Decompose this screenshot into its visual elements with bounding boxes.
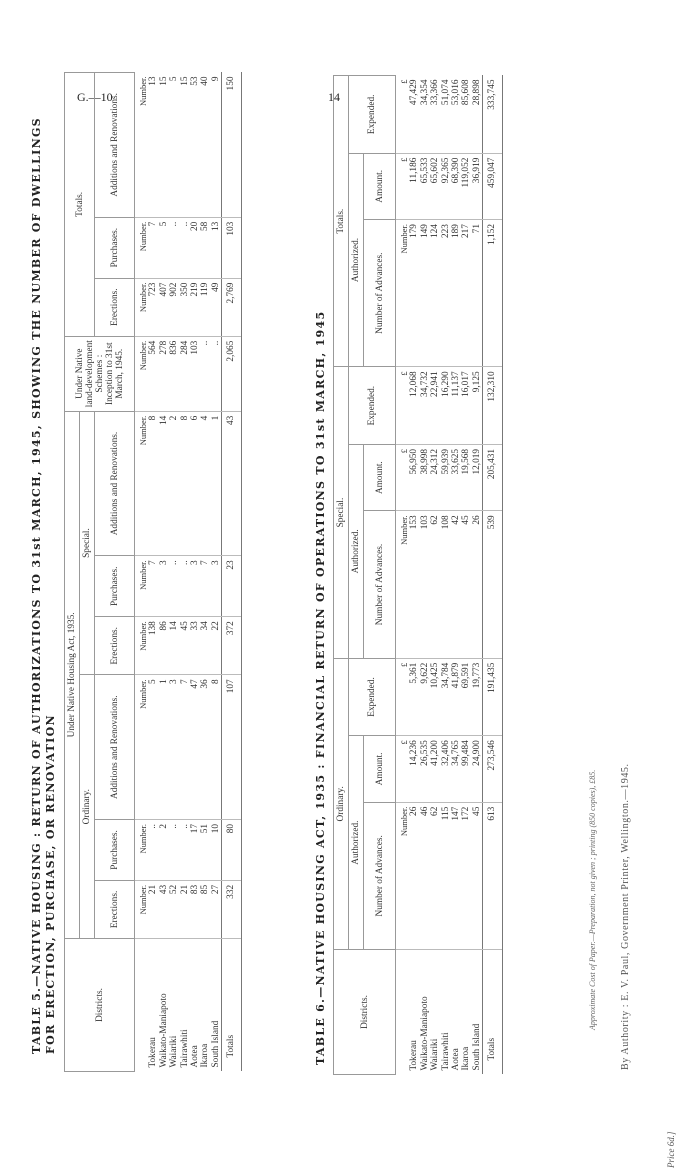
value-cell: 14 bbox=[169, 617, 179, 675]
value-cell: .. bbox=[211, 336, 222, 411]
value-cell: 15 bbox=[180, 73, 190, 218]
value-cell: 53,016 bbox=[451, 76, 461, 154]
t6-h-districts: Districts. bbox=[334, 950, 396, 1075]
value-cell: 13 bbox=[148, 73, 158, 218]
value-cell: 24,312 bbox=[430, 444, 440, 510]
total-cell: 23 bbox=[222, 556, 241, 617]
total-cell: 191,435 bbox=[483, 658, 502, 736]
t6-h-tot-advances: Number of Advances. bbox=[364, 220, 396, 367]
t6-h-spe-amount: Amount. bbox=[364, 444, 396, 510]
table6-row bbox=[409, 76, 419, 1075]
unit-label: Number. bbox=[135, 556, 149, 617]
unit-label: £ bbox=[396, 658, 410, 736]
value-cell: 5 bbox=[169, 73, 179, 218]
value-cell: 9,622 bbox=[420, 658, 430, 736]
table5-row bbox=[190, 73, 200, 1072]
value-cell: 124 bbox=[430, 220, 440, 367]
value-cell: 71 bbox=[472, 220, 483, 367]
t6-h-tot-authorized: Authorized. bbox=[349, 153, 364, 367]
table6-row bbox=[441, 76, 451, 1075]
unit-label: £ bbox=[396, 367, 410, 445]
value-cell: 14,236 bbox=[409, 736, 419, 802]
t5-h-ord-erections: Erections. bbox=[95, 880, 135, 938]
value-cell: 43 bbox=[159, 880, 169, 938]
doc-reference: G.—10 bbox=[77, 90, 113, 105]
value-cell: 58 bbox=[200, 217, 210, 278]
table5-row bbox=[200, 73, 210, 1072]
district-cell: Tairawhiti bbox=[180, 939, 190, 1072]
value-cell: 59,939 bbox=[441, 444, 451, 510]
value-cell: 21 bbox=[180, 880, 190, 938]
value-cell: 2 bbox=[159, 820, 169, 881]
value-cell: 26 bbox=[472, 511, 483, 658]
district-cell: Waiariki bbox=[169, 939, 179, 1072]
value-cell: 28,898 bbox=[472, 76, 483, 154]
total-cell: 107 bbox=[222, 675, 241, 820]
t6-h-spe-authorized: Authorized. bbox=[349, 444, 364, 658]
table5-block bbox=[30, 72, 242, 1072]
value-cell: 32,406 bbox=[441, 736, 451, 802]
t5-h-ord-additions: Additions and Renovations. bbox=[95, 675, 135, 820]
value-cell: 284 bbox=[180, 336, 190, 411]
value-cell: 3 bbox=[159, 556, 169, 617]
district-cell: Tokerau bbox=[409, 950, 419, 1075]
value-cell: 10 bbox=[211, 820, 222, 881]
value-cell: 564 bbox=[148, 336, 158, 411]
value-cell: 153 bbox=[409, 511, 419, 658]
t6-h-totals: Totals. bbox=[334, 76, 349, 367]
value-cell: 119 bbox=[200, 278, 210, 336]
value-cell: 1 bbox=[211, 411, 222, 556]
unit-label: Number. bbox=[135, 617, 149, 675]
t6-h-tot-expended: Expended. bbox=[349, 76, 396, 154]
value-cell: 7 bbox=[180, 675, 190, 820]
district-cell: Waikato-Maniapoto bbox=[420, 950, 430, 1075]
total-cell: 1,152 bbox=[483, 220, 502, 367]
value-cell: 7 bbox=[148, 556, 158, 617]
total-cell: 459,047 bbox=[483, 153, 502, 219]
value-cell: 17 bbox=[190, 820, 200, 881]
value-cell: 12,019 bbox=[472, 444, 483, 510]
table6-row bbox=[461, 76, 471, 1075]
unit-label: Number. bbox=[396, 220, 410, 367]
value-cell: 45 bbox=[472, 802, 483, 949]
value-cell: 51 bbox=[200, 820, 210, 881]
total-cell: 613 bbox=[483, 802, 502, 949]
value-cell: 3 bbox=[169, 675, 179, 820]
t5-h-spe-purchases: Purchases. bbox=[95, 556, 135, 617]
unit-label: Number. bbox=[135, 820, 149, 881]
unit-label: Number. bbox=[396, 511, 410, 658]
value-cell: 83 bbox=[190, 880, 200, 938]
value-cell: 407 bbox=[159, 278, 169, 336]
value-cell: .. bbox=[148, 820, 158, 881]
value-cell: 836 bbox=[169, 336, 179, 411]
value-cell: 46 bbox=[420, 802, 430, 949]
page-number: 14 bbox=[328, 90, 340, 105]
district-cell: South Island bbox=[211, 939, 222, 1072]
value-cell: 51,074 bbox=[441, 76, 451, 154]
value-cell: .. bbox=[169, 217, 179, 278]
value-cell: 68,390 bbox=[451, 153, 461, 219]
value-cell: 16,017 bbox=[461, 367, 471, 445]
value-cell: 14 bbox=[159, 411, 169, 556]
t5-h-totals: Totals. bbox=[65, 73, 95, 337]
value-cell: 6 bbox=[190, 411, 200, 556]
value-cell: 19,773 bbox=[472, 658, 483, 736]
value-cell: 12,068 bbox=[409, 367, 419, 445]
value-cell: 189 bbox=[451, 220, 461, 367]
authority-line: By Authority : E. V. Paul, Government Printer, Wellington.—1945. bbox=[620, 763, 631, 1070]
value-cell: .. bbox=[180, 556, 190, 617]
total-cell: 372 bbox=[222, 617, 241, 675]
unit-label: £ bbox=[396, 153, 410, 219]
value-cell: 33,625 bbox=[451, 444, 461, 510]
value-cell: 15 bbox=[159, 73, 169, 218]
value-cell: 22,941 bbox=[430, 367, 440, 445]
total-cell: 43 bbox=[222, 411, 241, 556]
value-cell: 219 bbox=[190, 278, 200, 336]
t6-h-ord-advances: Number of Advances. bbox=[364, 802, 396, 949]
value-cell: 172 bbox=[461, 802, 471, 949]
t6-h-ord-authorized: Authorized. bbox=[349, 736, 364, 950]
total-cell: 2,065 bbox=[222, 336, 241, 411]
value-cell: 45 bbox=[180, 617, 190, 675]
value-cell: 34,732 bbox=[420, 367, 430, 445]
table5-row bbox=[180, 73, 190, 1072]
value-cell: 34,354 bbox=[420, 76, 430, 154]
t6-h-spe-expended: Expended. bbox=[349, 367, 396, 445]
value-cell: 8 bbox=[211, 675, 222, 820]
value-cell: 11,186 bbox=[409, 153, 419, 219]
unit-label: Number. bbox=[135, 278, 149, 336]
value-cell: 56,950 bbox=[409, 444, 419, 510]
value-cell: 22 bbox=[211, 617, 222, 675]
value-cell: .. bbox=[169, 556, 179, 617]
value-cell: 26,535 bbox=[420, 736, 430, 802]
district-cell: Tairawhiti bbox=[441, 950, 451, 1075]
value-cell: 19,568 bbox=[461, 444, 471, 510]
value-cell: 4 bbox=[200, 411, 210, 556]
table6-title: TABLE 6.—NATIVE HOUSING ACT, 1935 : FINANCIAL RETURN OF OPERATIONS TO 31st MARCH, 1945 bbox=[314, 75, 328, 1075]
value-cell: 34 bbox=[200, 617, 210, 675]
total-cell: 539 bbox=[483, 511, 502, 658]
value-cell: 41,200 bbox=[430, 736, 440, 802]
value-cell: 350 bbox=[180, 278, 190, 336]
t5-h-land: Under Native land-development Schemes : Inception to 31st March, 1945. bbox=[65, 336, 135, 411]
table5-totals-row bbox=[222, 73, 241, 1072]
t6-unit-row bbox=[396, 76, 410, 1075]
value-cell: 65,602 bbox=[430, 153, 440, 219]
table6-row bbox=[451, 76, 461, 1075]
district-cell: Waikato-Maniapoto bbox=[159, 939, 169, 1072]
value-cell: 7 bbox=[148, 217, 158, 278]
total-cell: 103 bbox=[222, 217, 241, 278]
value-cell: 5 bbox=[148, 675, 158, 820]
value-cell: 16,290 bbox=[441, 367, 451, 445]
value-cell: 65,533 bbox=[420, 153, 430, 219]
t5-h-tot-additions: Additions and Renovations. bbox=[95, 73, 135, 218]
value-cell: 49 bbox=[211, 278, 222, 336]
unit-label: Number. bbox=[396, 802, 410, 949]
total-cell: 205,431 bbox=[483, 444, 502, 510]
table6-row bbox=[430, 76, 440, 1075]
total-cell: 333,745 bbox=[483, 76, 502, 154]
unit-label: Number. bbox=[135, 73, 149, 218]
value-cell: 8 bbox=[148, 411, 158, 556]
t5-h-spe-erections: Erections. bbox=[95, 617, 135, 675]
value-cell: 27 bbox=[211, 880, 222, 938]
value-cell: 85 bbox=[200, 880, 210, 938]
value-cell: 20 bbox=[190, 217, 200, 278]
value-cell: .. bbox=[180, 820, 190, 881]
value-cell: 47,429 bbox=[409, 76, 419, 154]
t5-h-tot-purchases: Purchases. bbox=[95, 217, 135, 278]
t6-h-special: Special. bbox=[334, 367, 349, 658]
price-note: Price 6d.] bbox=[666, 1132, 676, 1168]
district-cell: Tokerau bbox=[148, 939, 158, 1072]
table5-row bbox=[211, 73, 222, 1072]
value-cell: 26 bbox=[409, 802, 419, 949]
value-cell: 108 bbox=[441, 511, 451, 658]
unit-label: £ bbox=[396, 444, 410, 510]
t6-h-ord-expended: Expended. bbox=[349, 658, 396, 736]
unit-label: Number. bbox=[135, 675, 149, 820]
value-cell: 85,608 bbox=[461, 76, 471, 154]
unit-label: Number. bbox=[135, 217, 149, 278]
district-cell: Aotea bbox=[451, 950, 461, 1075]
total-cell: 132,310 bbox=[483, 367, 502, 445]
table5-row bbox=[148, 73, 158, 1072]
total-cell: 332 bbox=[222, 880, 241, 938]
t6-h-ord-amount: Amount. bbox=[364, 736, 396, 802]
value-cell: 3 bbox=[211, 556, 222, 617]
district-cell: South Island bbox=[472, 950, 483, 1075]
value-cell: 3 bbox=[190, 556, 200, 617]
unit-label: £ bbox=[396, 736, 410, 802]
cost-note: Approximate Cost of Paper.—Preparation, not given ; printing (850 copies), £85. bbox=[588, 770, 597, 1030]
value-cell: .. bbox=[200, 336, 210, 411]
value-cell: 92,365 bbox=[441, 153, 451, 219]
t5-h-tot-erections: Erections. bbox=[95, 278, 135, 336]
value-cell: 99,484 bbox=[461, 736, 471, 802]
value-cell: 36 bbox=[200, 675, 210, 820]
district-cell: Aotea bbox=[190, 939, 200, 1072]
t5-h-ord-purchases: Purchases. bbox=[95, 820, 135, 881]
value-cell: 33,366 bbox=[430, 76, 440, 154]
value-cell: 723 bbox=[148, 278, 158, 336]
unit-label: Number. bbox=[135, 336, 149, 411]
value-cell: 11,137 bbox=[451, 367, 461, 445]
table6 bbox=[333, 75, 503, 1075]
value-cell: .. bbox=[169, 820, 179, 881]
value-cell: 33 bbox=[190, 617, 200, 675]
totals-label: Totals bbox=[483, 950, 502, 1075]
value-cell: 42 bbox=[451, 511, 461, 658]
table6-block bbox=[314, 75, 503, 1075]
table6-row bbox=[420, 76, 430, 1075]
t5-h-ordinary: Ordinary. bbox=[80, 675, 95, 939]
unit-label: Number. bbox=[135, 411, 149, 556]
value-cell: 34,784 bbox=[441, 658, 451, 736]
value-cell: 9 bbox=[211, 73, 222, 218]
value-cell: 69,591 bbox=[461, 658, 471, 736]
t6-h-tot-amount: Amount. bbox=[364, 153, 396, 219]
table5-title: TABLE 5.—NATIVE HOUSING : RETURN OF AUTHORIZATIONS TO 31st MARCH, 1945, SHOWING THE NUMBER OF DWELLINGS FOR ERECTION, PURCHASE, OR RENOVATION bbox=[30, 94, 58, 1072]
value-cell: 38,998 bbox=[420, 444, 430, 510]
value-cell: 138 bbox=[148, 617, 158, 675]
t5-unit-row bbox=[135, 73, 149, 1072]
unit-label: £ bbox=[396, 76, 410, 154]
total-cell: 150 bbox=[222, 73, 241, 218]
value-cell: 40 bbox=[200, 73, 210, 218]
total-cell: 80 bbox=[222, 820, 241, 881]
value-cell: 62 bbox=[430, 511, 440, 658]
value-cell: 179 bbox=[409, 220, 419, 367]
value-cell: 34,765 bbox=[451, 736, 461, 802]
value-cell: 149 bbox=[420, 220, 430, 367]
value-cell: 217 bbox=[461, 220, 471, 367]
value-cell: 7 bbox=[200, 556, 210, 617]
table5-row bbox=[169, 73, 179, 1072]
total-cell: 2,769 bbox=[222, 278, 241, 336]
table5-row bbox=[159, 73, 169, 1072]
t5-h-act: Under Native Housing Act, 1935. bbox=[65, 411, 80, 938]
value-cell: .. bbox=[180, 217, 190, 278]
value-cell: 13 bbox=[211, 217, 222, 278]
value-cell: 21 bbox=[148, 880, 158, 938]
totals-label: Totals bbox=[222, 939, 241, 1072]
value-cell: 8 bbox=[180, 411, 190, 556]
district-cell: Ikaroa bbox=[461, 950, 471, 1075]
value-cell: 24,900 bbox=[472, 736, 483, 802]
value-cell: 36,919 bbox=[472, 153, 483, 219]
value-cell: 86 bbox=[159, 617, 169, 675]
value-cell: 52 bbox=[169, 880, 179, 938]
table5 bbox=[64, 72, 242, 1072]
value-cell: 5,361 bbox=[409, 658, 419, 736]
t6-h-spe-advances: Number of Advances. bbox=[364, 511, 396, 658]
value-cell: 10,425 bbox=[430, 658, 440, 736]
table6-totals-row bbox=[483, 76, 502, 1075]
value-cell: 103 bbox=[420, 511, 430, 658]
value-cell: 45 bbox=[461, 511, 471, 658]
value-cell: 103 bbox=[190, 336, 200, 411]
value-cell: 278 bbox=[159, 336, 169, 411]
value-cell: 147 bbox=[451, 802, 461, 949]
value-cell: 223 bbox=[441, 220, 451, 367]
t6-h-ordinary: Ordinary. bbox=[334, 658, 349, 949]
value-cell: 47 bbox=[190, 675, 200, 820]
district-cell: Ikaroa bbox=[200, 939, 210, 1072]
t5-h-districts: Districts. bbox=[65, 939, 135, 1072]
district-cell: Waiariki bbox=[430, 950, 440, 1075]
value-cell: 5 bbox=[159, 217, 169, 278]
table6-row bbox=[472, 76, 483, 1075]
value-cell: 62 bbox=[430, 802, 440, 949]
value-cell: 119,052 bbox=[461, 153, 471, 219]
value-cell: 53 bbox=[190, 73, 200, 218]
t5-h-spe-additions: Additions and Renovations. bbox=[95, 411, 135, 556]
value-cell: 902 bbox=[169, 278, 179, 336]
unit-label: Number. bbox=[135, 880, 149, 938]
value-cell: 9,125 bbox=[472, 367, 483, 445]
total-cell: 273,546 bbox=[483, 736, 502, 802]
value-cell: 41,879 bbox=[451, 658, 461, 736]
value-cell: 1 bbox=[159, 675, 169, 820]
value-cell: 115 bbox=[441, 802, 451, 949]
t5-h-special: Special. bbox=[80, 411, 95, 675]
value-cell: 2 bbox=[169, 411, 179, 556]
